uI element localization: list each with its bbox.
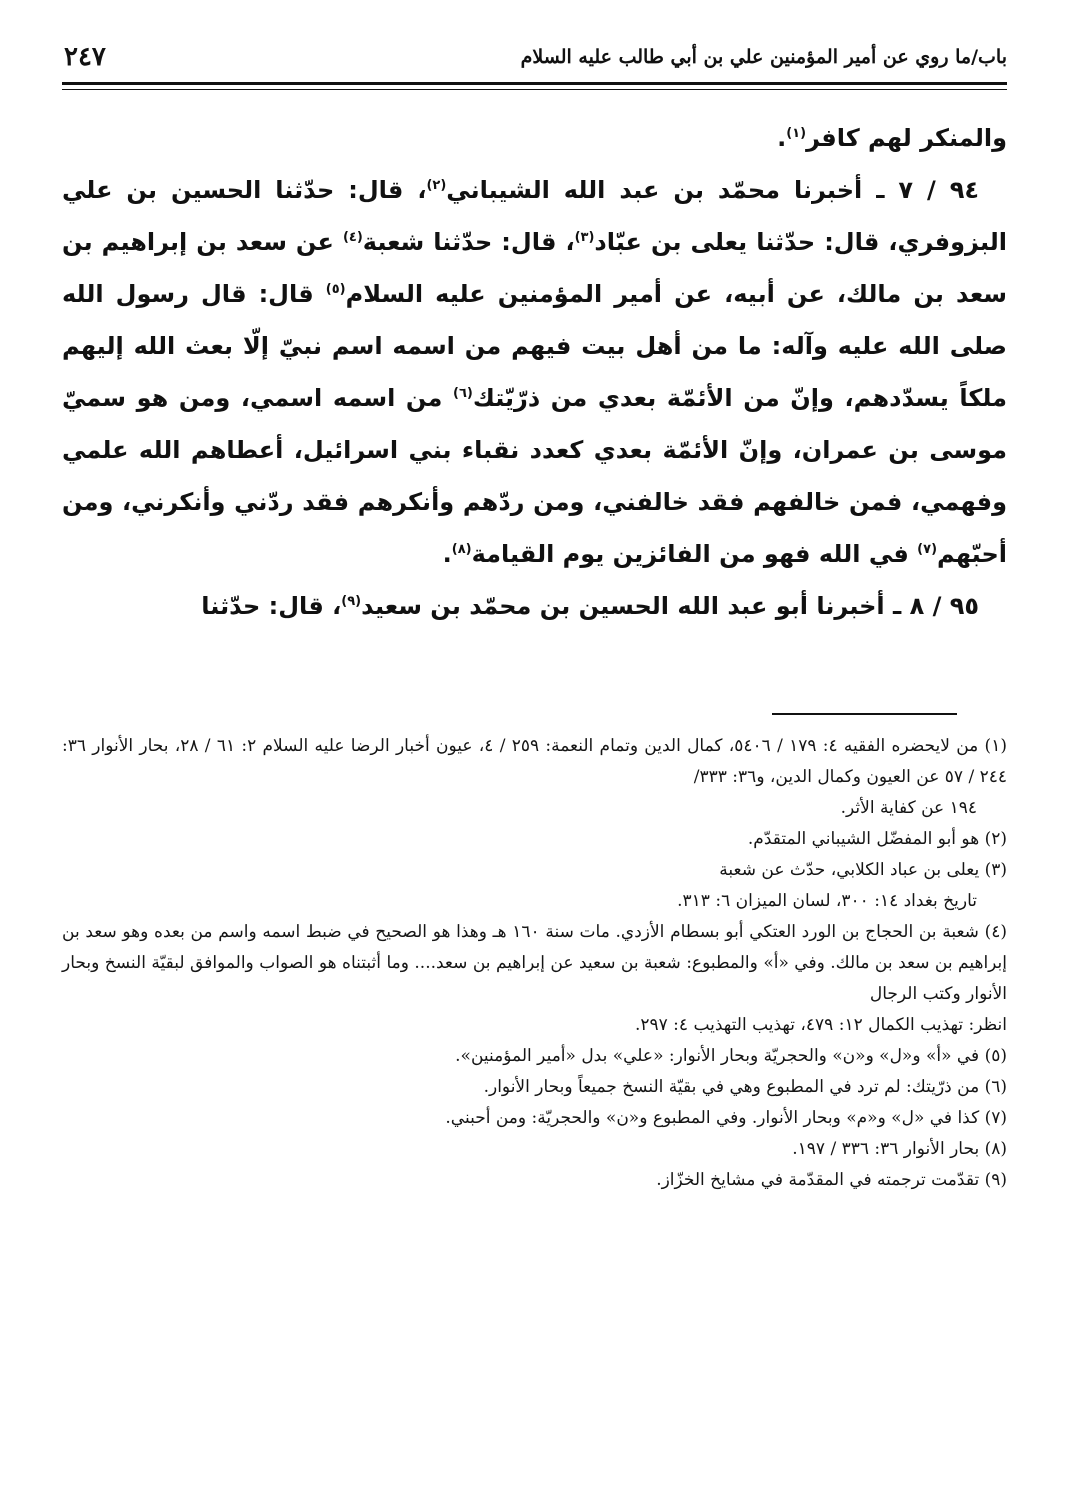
footnote-ref[interactable]: (٢)	[426, 178, 447, 193]
footnote-ref[interactable]: (٨)	[451, 542, 472, 557]
footnote-ref[interactable]: (٣)	[574, 230, 595, 245]
footnote-9: (٩) تقدّمت ترجمته في المقدّمة في مشايخ الخزّاز.	[656, 1170, 1007, 1190]
header-rule-thin	[62, 89, 1007, 90]
footnote-3: (٣) يعلى بن عباد الكلابي، حدّث عن شعبة	[719, 860, 1007, 880]
footnote-ref[interactable]: (٩)	[341, 594, 362, 609]
header-rule-thick	[62, 82, 1007, 85]
footnote-5: (٥) في «أ» و«ل» و«ن» والحجريّة وبحار الأنوار: «علي» بدل «أمير المؤمنين».	[455, 1046, 1007, 1066]
footnote-2: (٢) هو أبو المفضّل الشيباني المتقدّم.	[747, 829, 1007, 849]
footnote-4-continuation: انظر: تهذيب الكمال ١٢: ٤٧٩، تهذيب التهذيب ٤: ٢٩٧.	[634, 1015, 1007, 1035]
footnote-7: (٧) كذا في «ل» و«م» وبحار الأنوار. وفي المطبوع و«ن» والحجريّة: ومن أحبني.	[445, 1108, 1007, 1128]
main-text	[62, 112, 1007, 632]
footnote-separator	[772, 713, 957, 715]
footnote-ref[interactable]: (٤)	[342, 230, 363, 245]
footnote-6: (٦) من ذرّيتك: لم ترد في المطبوع وهي في بقيّة النسخ جميعاً وبحار الأنوار.	[483, 1077, 1007, 1097]
page-number: ٢٤٧	[64, 42, 106, 72]
footnote-3-continuation: تاريخ بغداد ١٤: ٣٠٠، لسان الميزان ٦: ٣١٣.	[677, 891, 977, 911]
hadith-94: ٩٤ / ٧ ـ أخبرنا محمّد بن عبد الله الشيباني$^{(٢)}$، قال: حدّثنا الحسين بن علي البزوفري، قال: حدّثنا يعلى بن عبّاد$^{(٣)}$، قال: حدّثنا شعبة$^{(٤)}$ عن سعد بن إبراهيم بن سعد بن مالك، عن أبيه، عن أمير المؤمنين عليه السلام$^{(٥)}$ قال: قال رسول الله صلى الله عليه وآله: ما من أهل بيت فيهم من اسمه اسم نبيّ إلّا بعث الله إليهم ملكاً يسدّدهم، وإنّ من الأئمّة بعدي من ذرّيّتك$^{(٦)}$ من اسمه اسمي، ومن هو سميّ موسى بن عمران، وإنّ الأئمّة بعدي كعدد نقباء بني اسرائيل، أعطاهم الله علمي وفهمي، فمن خالفهم فقد خالفني، ومن ردّهم وأنكرهم فقد ردّني وأنكرني، ومن أحبّهم$^{(٧)}$ في الله فهو من الفائزين يوم القيامة$^{(٨)}$.	[62, 176, 1007, 568]
page-header	[64, 42, 1007, 86]
footnote-1: (١) من لايحضره الفقيه ٤: ١٧٩ / ٥٤٠٦، كمال الدين وتمام النعمة: ٢٥٩ / ٤، عيون أخبار الرضا عليه السلام ٢: ٦١ / ٢٨، بحار الأنوار ٣٦: ٢٤٤ / ٥٧ عن العيون وكمال الدين، و٣٦: ٣٣٣/	[62, 736, 1007, 787]
running-title: باب/ما روي عن أمير المؤمنين علي بن أبي طالب عليه السلام	[520, 46, 1007, 68]
footnote-4: (٤) شعبة بن الحجاج بن الورد العتكي أبو بسطام الأزدي. مات سنة ١٦٠ هـ وهذا هو الصحيح في ضبط اسمه واسم من بعده وهو سعد بن إبراهيم بن سعد بن مالك. وفي «أ» والمطبوع: شعبة بن سعيد عن إبراهيم بن سعد.... وما أثبتناه هو الصواب والموافق لبقيّة النسخ وبحار الأنوار وكتب الرجال	[62, 922, 1007, 1004]
footnote-ref[interactable]: (١)	[786, 126, 807, 141]
footnote-ref[interactable]: (٧)	[917, 542, 938, 557]
footnote-ref[interactable]: (٦)	[453, 386, 473, 401]
footnote-ref[interactable]: (٥)	[325, 282, 346, 297]
footnote-8: (٨) بحار الأنوار ٣٦: ٣٣٦ / ١٩٧.	[792, 1139, 1007, 1159]
paragraph-closing: والمنكر لهم كافر$^{(١)}$.	[777, 124, 1007, 152]
footnotes	[62, 731, 1007, 1196]
footnote-1-continuation: ١٩٤ عن كفاية الأثر.	[840, 798, 977, 818]
hadith-95: ٩٥ / ٨ ـ أخبرنا أبو عبد الله الحسين بن محمّد بن سعيد$^{(٩)}$، قال: حدّثنا	[201, 592, 979, 620]
